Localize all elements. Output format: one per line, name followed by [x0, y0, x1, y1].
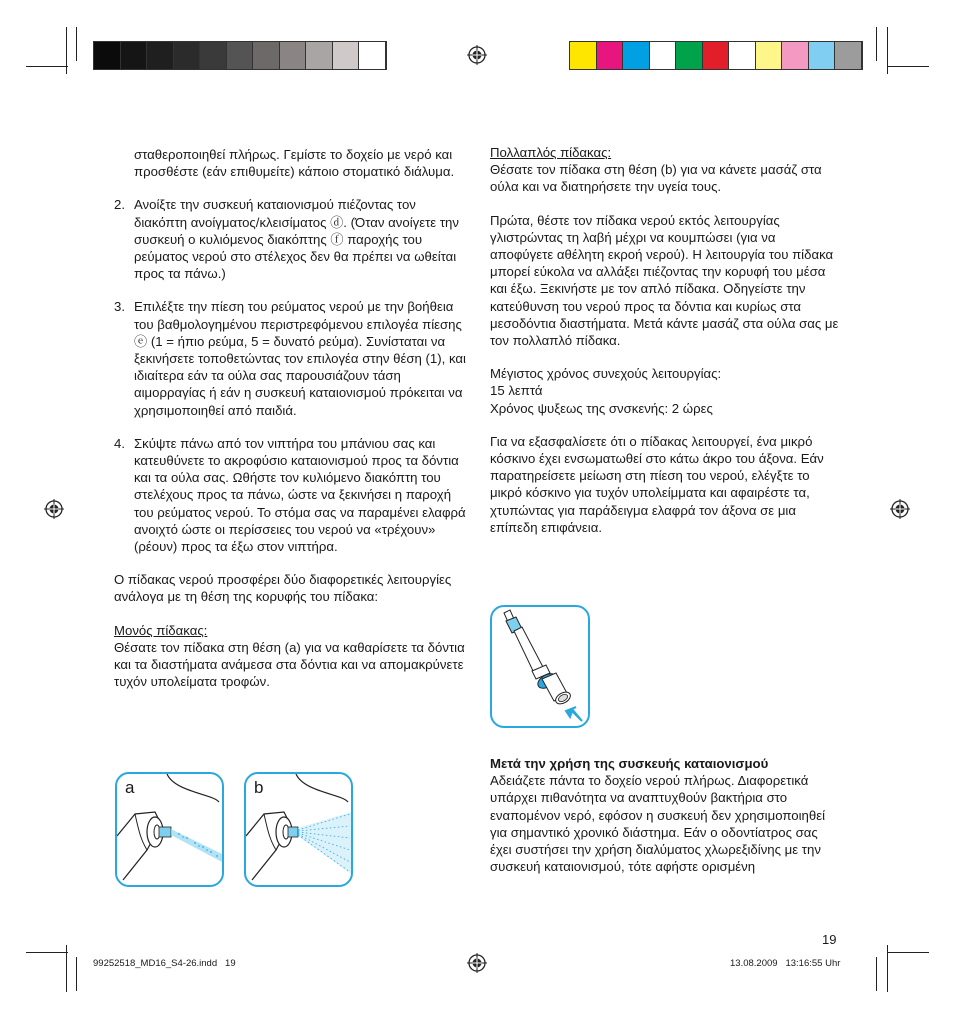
color-swatch — [359, 42, 386, 69]
color-swatch — [94, 42, 121, 69]
nozzle-filter-figure — [490, 605, 590, 728]
usage-paragraph: Πρώτα, θέστε τον πίδακα νερού εκτός λειτουργίας γλιστρώντας τη λαβή μέχρι να κουμπώσει (για να αποφύγετε αθέλητη εκροή νερού). Η λειτουργία του πίδακα μπορεί εύκολα να αλλάξει πιέζοντας την κορυφή του μέσα και έξω. Ξεκινήστε με τον απλό πίδακα. Οδηγείστε την κατεύθυνση του νερού προς τα δόντια και κυρίως στα μεσοδόντια διαστήματα. Μετά κάντε μασάζ στα ούλα σας με τον πολλαπλό πίδακα. — [490, 212, 839, 349]
step-text: Επιλέξτε την πίεση του ρεύματος νερού με την βοήθεια του βαθμολογημένου περιστρεφόμενου επιλογέα πίεσης ⓔ (1 = ήπιο ρεύμα, 5 = δυνατό ρεύμα). Συνίσταται να ξεκινήσετε τοποθετώντας τον επιλογέα στην θέση (1), και ιδιαίτερα εάν τα ούλα σας παρουσιάζουν τάση αιμορραγίας ή εάν η συσκευή καταιονισμού πρόκειται να χρησιμοποιηθεί από παιδιά. — [134, 299, 466, 418]
multi-jet-text: Θέσατε τον πίδακα στη θέση (b) για να κάνετε μασάζ στα ούλα και να διατηρήσετε την υγεία τους. — [490, 162, 822, 195]
crop-mark — [76, 957, 77, 991]
single-jet-heading: Μονός πίδακας: — [114, 622, 208, 638]
left-column — [114, 146, 466, 690]
process-color-bar — [569, 41, 863, 70]
single-jet-text: Θέσατε τον πίδακα στη θέση (a) για να καθαρίσετε τα δόντια και τα διαστήματα ανάμεσα στα δόντια και να απομακρύνετε τυχόν υπολείματα τροφών. — [114, 639, 465, 690]
figure-label: b — [254, 778, 264, 797]
list-item — [114, 298, 466, 418]
color-swatch — [676, 42, 703, 69]
multi-jet-section — [490, 144, 842, 196]
color-swatch — [121, 42, 148, 69]
crop-mark — [26, 952, 68, 953]
figure-a-single-jet — [115, 772, 224, 887]
multi-jet-heading: Πολλαπλός πίδακας: — [490, 145, 612, 160]
multi-jet-illustration — [246, 774, 351, 885]
max-time-value: 15 λεπτά — [490, 383, 543, 399]
color-swatch — [333, 42, 360, 69]
after-use-section — [490, 755, 842, 875]
color-swatch — [597, 42, 624, 69]
color-swatch — [280, 42, 307, 69]
color-swatch — [174, 42, 201, 69]
step-text: Ανοίξτε την συσκευή καταιονισμού πιέζοντας τον διακόπτη ανοίγματος/κλεισίματος ⓓ. (Όταν ανοίγετε την συσκευή ο κυλιόμενος διακόπτης ⓕ παροχής του ρεύματος νερού στο στέλεχος δεν θα πρέπει να ωθείται προς τα πάνω.) — [134, 197, 459, 282]
filter-paragraph: Για να εξασφαλίσετε ότι ο πίδακας λειτουργεί, ένα μικρό κόσκινο έχει ενσωματωθεί στο κάτω άκρο του άξονα. Εάν παρατηρείσετε μείωση στη πίεση του νερού, ελέγξτε το μικρό κόσκινο για τυχόν υπολείμματα και αφαιρέστε τα, χτυπώντας για παράδειγμα ελαφρά τον άξονα σε μια επίπεδη επιφάνεια. — [490, 433, 824, 535]
color-swatch — [306, 42, 333, 69]
single-jet-section — [114, 622, 466, 691]
max-time-label: Μέγιστος χρόνος συνεχούς λειτουργίας: — [490, 366, 722, 382]
crop-mark — [887, 66, 929, 67]
right-column — [490, 144, 842, 552]
color-swatch — [703, 42, 730, 69]
step-text: Σκύψτε πάνω από τον νιπτήρα του μπάνιου σας και κατευθύνετε το ακροφύσιο καταιονισμού προς τα δόντια και τα ούλα σας. Ωθήστε τον κυλιόμενο διακόπτη του στελέχους προς τα πάνω, ώστε να ξεκινήσει η παροχή του ρεύματος νερού. Το στόμα σας να παραμένει ελαφρά ανοιχτό ώστε οι περίσσειες του νερού να «τρέχουν» (ρέουν) προς τα έξω στον νιπτήρα. — [134, 435, 466, 555]
figure-label: a — [125, 778, 135, 797]
intro-paragraph: σταθεροποιηθεί πλήρως. Γεμίστε το δοχείο με νερό και προσθέστε (εάν επιθυμείτε) κάποιο στοματικό διάλυμα. — [134, 147, 455, 180]
after-use-text: Αδειάζετε πάντα το δοχείο νερού πλήρως. Διαφορετικά υπάρχει πιθανότητα να αναπτυχθούν βακτήρια στο εναπομένον νερό, εφόσον η συσκευή δεν χρησιμοποιηθεί για σημαντικό χρονικό διάστημα. Εάν ο οδοντίατρος σας έχει συστήσει την χρήση διαλύματος χλωρεξιδίνης με την συσκευή καταιονισμού, τότε αφήστε ορισμένη — [490, 773, 826, 875]
single-jet-illustration — [117, 774, 222, 885]
figure-b-multi-jet — [244, 772, 353, 887]
step-number: 2. — [114, 197, 125, 213]
crop-mark — [26, 66, 68, 67]
crop-mark — [876, 957, 877, 991]
footer-file-info: 99252518_MD16_S4-26.indd 19 — [93, 958, 236, 969]
color-swatch — [809, 42, 836, 69]
modes-intro: Ο πίδακας νερού προσφέρει δύο διαφορετικές λειτουργίες ανάλογα με τη θέση της κορυφής του πίδακα: — [114, 572, 452, 605]
footer-timestamp: 13.08.2009 13:16:55 Uhr — [730, 958, 841, 969]
color-swatch — [782, 42, 809, 69]
registration-mark-icon — [467, 953, 487, 973]
nozzle-illustration — [492, 607, 588, 726]
list-item — [114, 196, 466, 282]
step-number: 3. — [114, 299, 125, 315]
after-use-heading: Μετά την χρήση της συσκευής καταιονισμού — [490, 756, 769, 771]
color-swatch — [623, 42, 650, 69]
registration-mark-icon — [467, 45, 487, 65]
color-swatch — [835, 42, 862, 69]
operating-time — [490, 365, 842, 417]
color-swatch — [650, 42, 677, 69]
color-swatch — [253, 42, 280, 69]
color-swatch — [756, 42, 783, 69]
registration-mark-icon — [890, 499, 910, 519]
registration-mark-icon — [44, 499, 64, 519]
step-number: 4. — [114, 435, 125, 451]
cooling-time: Χρόνος ψυξεως της σνσκενής: 2 ώρες — [490, 400, 713, 416]
grayscale-color-bar — [93, 41, 387, 70]
color-swatch — [200, 42, 227, 69]
list-item — [114, 435, 466, 555]
crop-mark — [887, 952, 929, 953]
color-swatch — [147, 42, 174, 69]
page-number: 19 — [822, 932, 837, 947]
color-swatch — [729, 42, 756, 69]
color-swatch — [570, 42, 597, 69]
crop-mark — [876, 27, 877, 61]
color-swatch — [227, 42, 254, 69]
crop-mark — [76, 27, 77, 61]
